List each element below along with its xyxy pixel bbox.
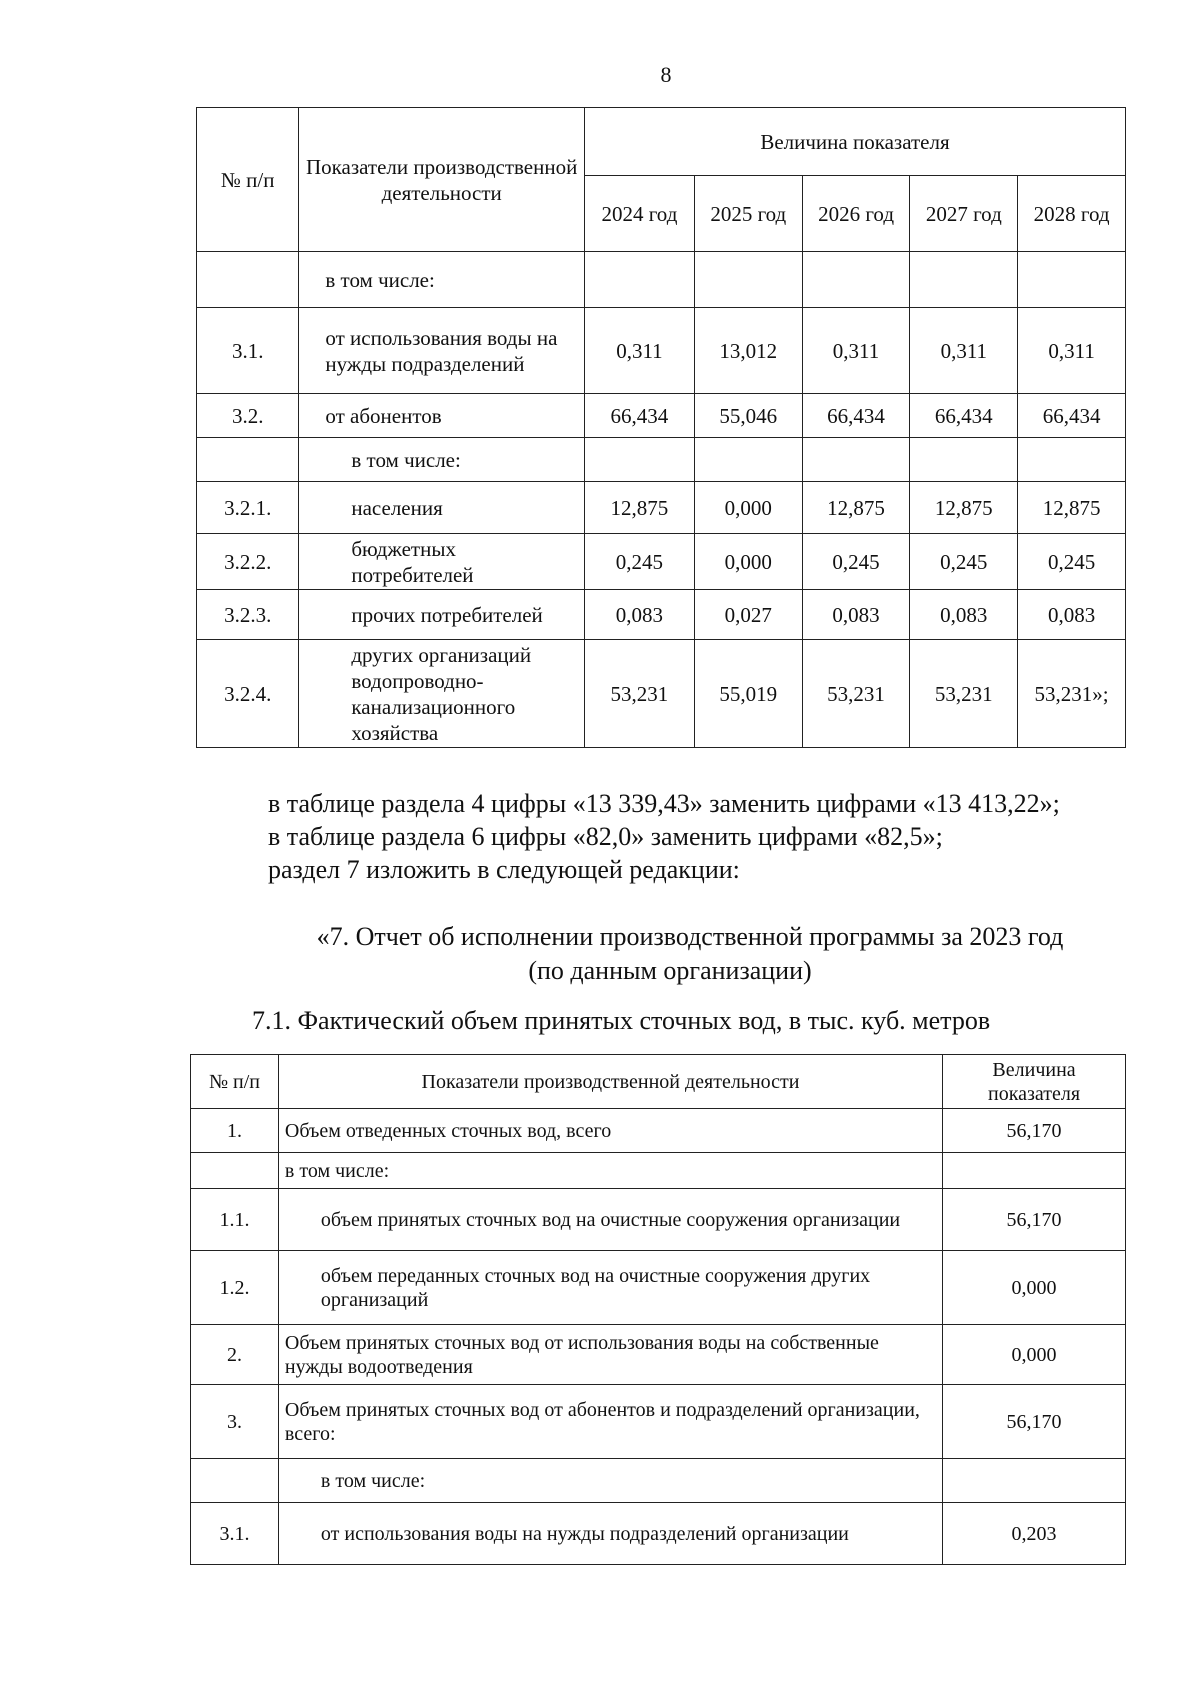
header-year: 2026 год [802, 176, 910, 252]
value-cell: 55,046 [694, 394, 802, 438]
value-cell: 53,231 [584, 640, 694, 748]
value-cell: 66,434 [802, 394, 910, 438]
row-label: других организаций водопроводно-канализационного хозяйства [299, 640, 585, 748]
header-indicator: Показатели производственной деятельности [299, 108, 585, 252]
header-indicator: Показатели производственной деятельности [278, 1055, 942, 1109]
row-number: 1.1. [191, 1189, 279, 1251]
value-cell [584, 438, 694, 482]
table-row [191, 1189, 1126, 1251]
row-label: от использования воды на нужды подразделений организации [278, 1503, 942, 1565]
row-label: в том числе: [278, 1459, 942, 1503]
value-cell [694, 252, 802, 308]
value-cell: 0,245 [1018, 534, 1126, 590]
value-cell: 53,231 [802, 640, 910, 748]
wastewater-volume-table [190, 1054, 1126, 1565]
row-label: от использования воды на нужды подразделений [299, 308, 585, 394]
value-cell: 0,000 [694, 482, 802, 534]
row-label: в том числе: [299, 252, 585, 308]
row-label: Объем принятых сточных вод от абонентов и подразделений организации, всего: [278, 1385, 942, 1459]
table-row [197, 394, 1126, 438]
row-label: в том числе: [278, 1153, 942, 1189]
header-year: 2027 год [910, 176, 1018, 252]
row-number: 1.2. [191, 1251, 279, 1325]
row-number: 3.1. [197, 308, 299, 394]
section-title: «7. Отчет об исполнении производственной программы за 2023 год [316, 922, 1064, 951]
value-cell [802, 438, 910, 482]
row-number [191, 1153, 279, 1189]
amendment-paragraph: в таблице раздела 6 цифры «82,0» заменить цифрами «82,5»; [268, 822, 943, 851]
amendment-paragraph: в таблице раздела 4 цифры «13 339,43» заменить цифрами «13 413,22»; [268, 789, 1060, 818]
value-cell: 56,170 [943, 1189, 1126, 1251]
row-label: Объем отведенных сточных вод, всего [278, 1109, 942, 1153]
value-cell: 0,000 [694, 534, 802, 590]
table-row [191, 1325, 1126, 1385]
value-cell: 56,170 [943, 1385, 1126, 1459]
header-year: 2024 год [584, 176, 694, 252]
row-label: прочих потребителей [299, 590, 585, 640]
value-cell [943, 1153, 1126, 1189]
value-cell: 0,083 [1018, 590, 1126, 640]
table-row [197, 252, 1126, 308]
value-cell: 12,875 [1018, 482, 1126, 534]
table-row [197, 590, 1126, 640]
header-year: 2028 год [1018, 176, 1126, 252]
row-label: от абонентов [299, 394, 585, 438]
table-row [191, 1251, 1126, 1325]
row-number: 3.2.2. [197, 534, 299, 590]
row-label: объем принятых сточных вод на очистные сооружения организации [278, 1189, 942, 1251]
value-cell [943, 1459, 1126, 1503]
value-cell: 0,000 [943, 1251, 1126, 1325]
row-label: Объем принятых сточных вод от использования воды на собственные нужды водоотведения [278, 1325, 942, 1385]
row-number: 3. [191, 1385, 279, 1459]
value-cell: 0,311 [584, 308, 694, 394]
value-cell [584, 252, 694, 308]
table-row [197, 534, 1126, 590]
value-cell: 56,170 [943, 1109, 1126, 1153]
table-row [191, 1503, 1126, 1565]
row-number: 1. [191, 1109, 279, 1153]
table-row [191, 1459, 1126, 1503]
header-year: 2025 год [694, 176, 802, 252]
row-number [191, 1459, 279, 1503]
value-cell [910, 252, 1018, 308]
value-cell [1018, 252, 1126, 308]
value-cell: 55,019 [694, 640, 802, 748]
header-num: № п/п [197, 108, 299, 252]
value-cell [1018, 438, 1126, 482]
value-cell: 0,245 [584, 534, 694, 590]
table-row [197, 438, 1126, 482]
page-number: 8 [660, 62, 672, 87]
value-cell: 12,875 [584, 482, 694, 534]
row-number: 3.1. [191, 1503, 279, 1565]
amendment-paragraph: раздел 7 изложить в следующей редакции: [268, 855, 740, 884]
subsection-title: 7.1. Фактический объем принятых сточных вод, в тыс. куб. метров [252, 1006, 991, 1035]
table-row [191, 1109, 1126, 1153]
row-label: бюджетных потребителей [299, 534, 585, 590]
table-row [191, 1385, 1126, 1459]
value-cell: 0,245 [910, 534, 1018, 590]
table-row [197, 640, 1126, 748]
header-num: № п/п [191, 1055, 279, 1109]
value-cell: 53,231»; [1018, 640, 1126, 748]
row-number: 3.2.1. [197, 482, 299, 534]
value-cell: 0,203 [943, 1503, 1126, 1565]
row-label: в том числе: [299, 438, 585, 482]
table-row [197, 308, 1126, 394]
value-cell: 0,083 [802, 590, 910, 640]
value-cell: 0,311 [802, 308, 910, 394]
value-cell [694, 438, 802, 482]
value-cell: 0,245 [802, 534, 910, 590]
value-cell: 12,875 [910, 482, 1018, 534]
value-cell: 13,012 [694, 308, 802, 394]
table-row [197, 482, 1126, 534]
value-cell: 0,027 [694, 590, 802, 640]
value-cell [802, 252, 910, 308]
value-cell: 53,231 [910, 640, 1018, 748]
row-number [197, 438, 299, 482]
value-cell: 0,083 [584, 590, 694, 640]
value-cell: 0,311 [1018, 308, 1126, 394]
row-label: населения [299, 482, 585, 534]
row-number: 3.2. [197, 394, 299, 438]
value-cell: 66,434 [1018, 394, 1126, 438]
header-value: Величина показателя [943, 1055, 1126, 1109]
table-row [191, 1153, 1126, 1189]
production-indicators-forecast-table [196, 107, 1126, 748]
value-cell: 66,434 [584, 394, 694, 438]
value-cell: 12,875 [802, 482, 910, 534]
row-number: 2. [191, 1325, 279, 1385]
row-number [197, 252, 299, 308]
value-cell [910, 438, 1018, 482]
value-cell: 0,000 [943, 1325, 1126, 1385]
section-subtitle: (по данным организации) [528, 956, 812, 985]
value-cell: 0,083 [910, 590, 1018, 640]
value-cell: 0,311 [910, 308, 1018, 394]
row-label: объем переданных сточных вод на очистные сооружения других организаций [278, 1251, 942, 1325]
row-number: 3.2.3. [197, 590, 299, 640]
value-cell: 66,434 [910, 394, 1018, 438]
row-number: 3.2.4. [197, 640, 299, 748]
header-value-group: Величина показателя [584, 108, 1125, 176]
